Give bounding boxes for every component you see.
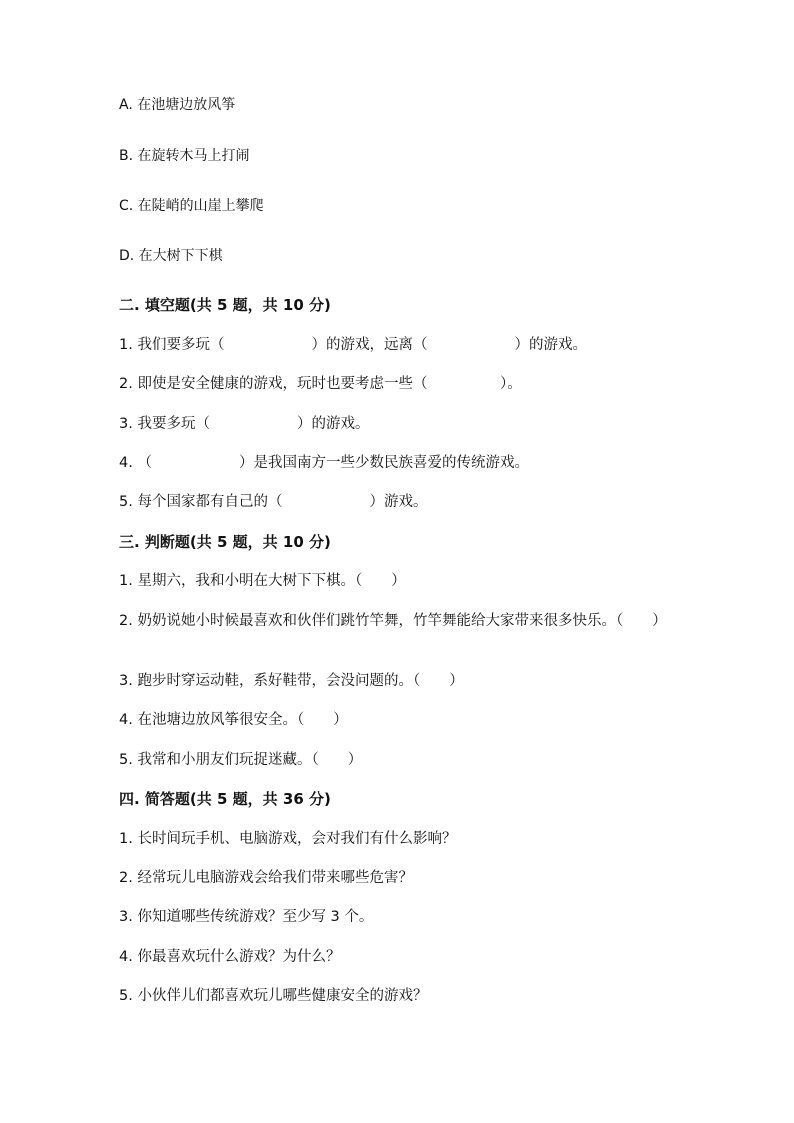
option-c: C. 在陡峭的山崖上攀爬 (119, 198, 264, 214)
fill-blank-question-4: 4. （ ）是我国南方一些少数民族喜爱的传统游戏。 (119, 455, 529, 471)
option-d: D. 在大树下下棋 (119, 248, 223, 264)
option-a: A. 在池塘边放风筝 (119, 97, 236, 113)
short-answer-question-4: 4. 你最喜欢玩什么游戏？为什么？ (119, 949, 341, 965)
true-false-question-1: 1. 星期六，我和小明在大树下下棋。（ ） (119, 573, 406, 589)
option-b: B. 在旋转木马上打闹 (119, 148, 250, 164)
short-answer-question-3: 3. 你知道哪些传统游戏？至少写 3 个。 (119, 909, 374, 925)
fill-blank-question-1: 1. 我们要多玩（ ）的游戏，远离（ ）的游戏。 (119, 337, 587, 353)
true-false-question-2: 2. 奶奶说她小时候最喜欢和伙伴们跳竹竿舞，竹竿舞能给大家带来很多快乐。（ ） (119, 613, 667, 629)
short-answer-question-1: 1. 长时间玩手机、电脑游戏，会对我们有什么影响？ (119, 831, 457, 847)
section-fill-blank-title: 二. 填空题(共 5 题，共 10 分) (119, 296, 331, 314)
short-answer-question-5: 5. 小伙伴儿们都喜欢玩儿哪些健康安全的游戏？ (119, 988, 428, 1004)
fill-blank-question-3: 3. 我要多玩（ ）的游戏。 (119, 416, 370, 432)
section-short-answer-title: 四. 简答题(共 5 题，共 36 分) (119, 790, 331, 808)
section-true-false-title: 三. 判断题(共 5 题，共 10 分) (119, 533, 331, 551)
fill-blank-question-2: 2. 即使是安全健康的游戏，玩时也要考虑一些（ ）。 (119, 376, 522, 392)
true-false-question-4: 4. 在池塘边放风筝很安全。（ ） (119, 712, 348, 728)
short-answer-question-2: 2. 经常玩儿电脑游戏会给我们带来哪些危害？ (119, 870, 413, 886)
true-false-question-3: 3. 跑步时穿运动鞋，系好鞋带，会没问题的。（ ） (119, 673, 464, 689)
true-false-question-5: 5. 我常和小朋友们玩捉迷藏。（ ） (119, 752, 363, 768)
fill-blank-question-5: 5. 每个国家都有自己的（ ）游戏。 (119, 494, 428, 510)
